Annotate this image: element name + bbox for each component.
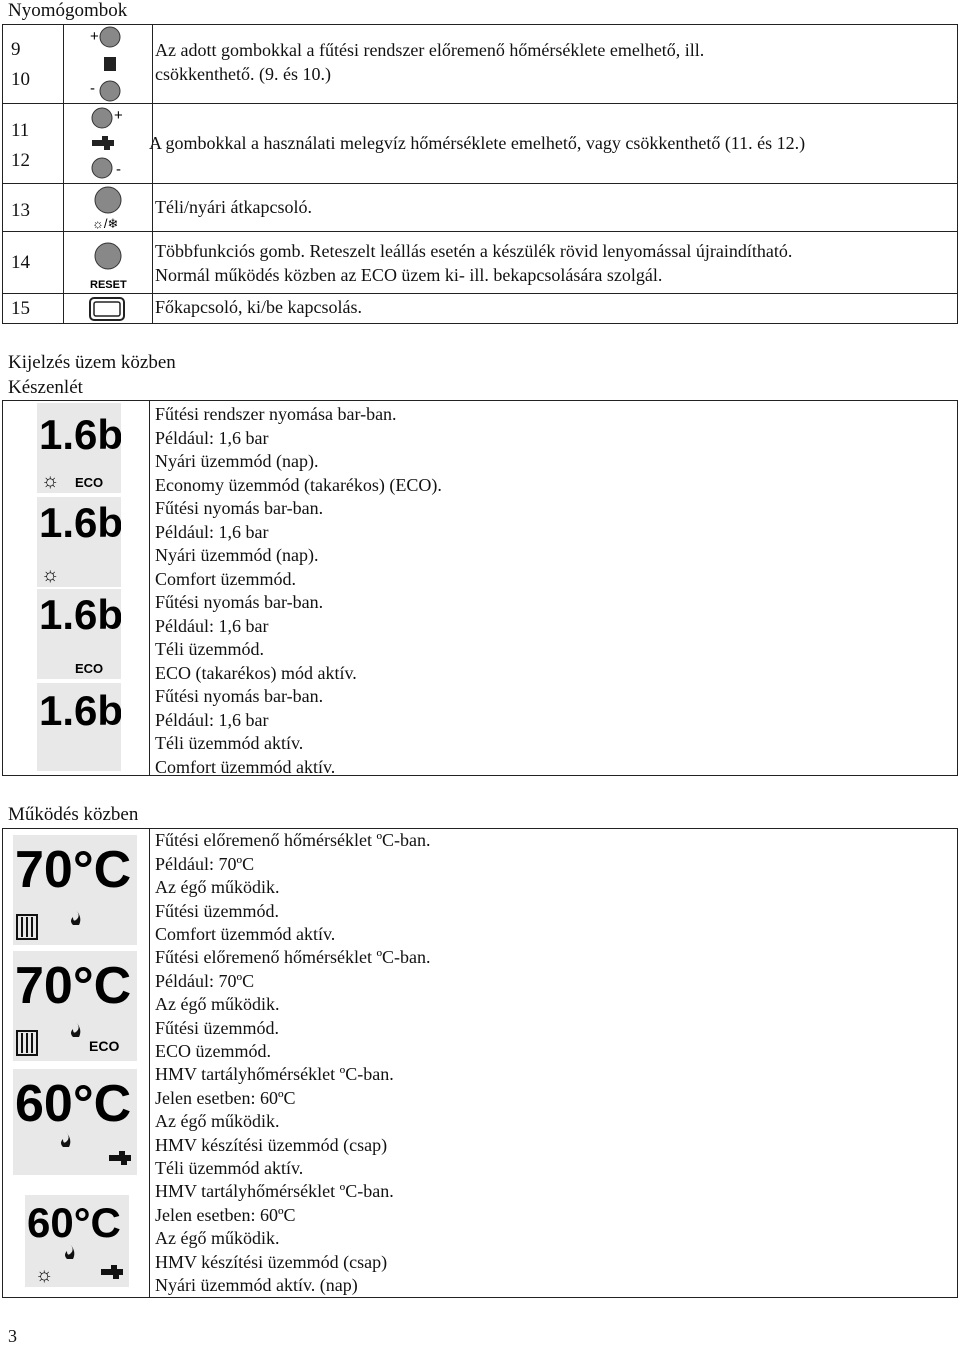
section-title-buttons: Nyomógombok — [8, 0, 128, 21]
svg-text:-: - — [116, 161, 121, 178]
sun-icon: ☼ — [41, 564, 60, 586]
row-description: A gombokkal a használati melegvíz hőmérséklete emelhető, vagy csökkenthető (11. és 12.) — [149, 133, 806, 153]
radiator-icon — [17, 915, 37, 939]
button-row-15 — [3, 293, 957, 324]
row-number: 15 — [11, 298, 30, 319]
standby-description: Fűtési nyomás bar-ban. Például: 1,6 bar Téli üzemmód. ECO (takarékos) mód aktív. — [155, 592, 357, 683]
svg-text:-: - — [90, 80, 95, 97]
flame-icon — [71, 1021, 80, 1037]
row-number: 9 10 — [11, 39, 30, 90]
lcd-digits: 1.6b — [39, 687, 121, 734]
row-number: 11 12 — [11, 120, 30, 171]
row-description: Téli/nyári átkapcsoló. — [155, 197, 312, 217]
tap-plus-minus-icon — [63, 104, 153, 184]
lcd-display — [37, 683, 121, 771]
lcd-display — [13, 835, 137, 945]
operation-description: Fűtési előremenő hőmérséklet ºC-ban. Például: 70ºC Az égő működik. Fűtési üzemmód. ECO üzemmód. — [155, 947, 431, 1061]
flame-icon — [71, 909, 80, 925]
button-row-13 — [3, 183, 957, 232]
standby-description: Fűtési nyomás bar-ban. Például: 1,6 bar Téli üzemmód aktív. Comfort üzemmód aktív. — [155, 686, 336, 777]
svg-text:☼/❄: ☼/❄ — [92, 216, 119, 231]
sun-snowflake-button-icon — [63, 184, 153, 232]
operation-description: HMV tartályhőmérséklet ºC-ban. Jelen esetben: 60ºC Az égő működik. HMV készítési üzemmód (csap) Téli üzemmód aktív. — [155, 1064, 394, 1178]
sun-icon: ☼ — [41, 470, 60, 492]
row-number: 13 — [11, 200, 30, 221]
operation-table — [2, 828, 958, 1298]
lcd-digits: 60°C — [27, 1199, 121, 1246]
radiator-plus-minus-icon — [63, 25, 153, 103]
button-row-14 — [3, 231, 957, 294]
eco-indicator: ECO — [75, 475, 104, 490]
standby-description: Fűtési rendszer nyomása bar-ban. Például: 1,6 bar Nyári üzemmód (nap). Economy üzemmód (takarékos) (ECO). — [155, 404, 442, 495]
main-switch-icon — [63, 294, 153, 324]
lcd-display — [13, 951, 137, 1061]
sun-icon: ☼ — [35, 1264, 54, 1286]
eco-indicator: ECO — [89, 1038, 120, 1054]
lcd-digits: 1.6b — [39, 591, 121, 638]
lcd-digits: 1.6b — [39, 499, 121, 546]
lcd-digits: 60°C — [15, 1075, 132, 1133]
operation-description: Fűtési előremenő hőmérséklet ºC-ban. Például: 70ºC Az égő működik. Fűtési üzemmód. Comfort üzemmód aktív. — [155, 830, 431, 944]
page-number: 3 — [8, 1326, 17, 1346]
svg-text:RESET: RESET — [90, 279, 127, 291]
lcd-digits: 70°C — [15, 957, 132, 1015]
row-description: Többfunkciós gomb. Reteszelt leállás esetén a készülék rövid lenyomással újraindítható. Normál működés közben az ECO üzem ki- ill. bekapcsolására szolgál. — [155, 241, 793, 285]
lcd-display — [37, 403, 121, 493]
button-row-11-12 — [3, 103, 957, 184]
tap-icon — [109, 1151, 131, 1165]
buttons-table — [2, 24, 958, 324]
section-title-display: Kijelzés üzem közben — [8, 352, 176, 373]
tap-icon — [101, 1265, 123, 1279]
section-title-standby: Készenlét — [8, 377, 83, 398]
button-row-9-10 — [3, 25, 957, 103]
section-title-operation: Működés közben — [8, 804, 139, 825]
lcd-display — [13, 1069, 137, 1175]
svg-text:+: + — [90, 28, 99, 45]
lcd-display — [37, 497, 121, 587]
eco-indicator: ECO — [75, 661, 104, 676]
row-description: Főkapcsoló, ki/be kapcsolás. — [155, 297, 362, 317]
lcd-digits: 70°C — [15, 841, 132, 899]
row-description: Az adott gombokkal a fűtési rendszer előremenő hőmérséklete emelhető, ill. csökkenthető. (9. és 10.) — [155, 40, 705, 84]
radiator-icon — [17, 1031, 37, 1055]
lcd-display — [25, 1195, 129, 1287]
row-number: 14 — [11, 252, 30, 273]
lcd-display — [37, 589, 121, 679]
standby-table — [2, 400, 958, 776]
reset-button-icon — [63, 232, 153, 294]
flame-icon — [61, 1131, 70, 1147]
lcd-digits: 1.6b — [39, 411, 121, 458]
standby-description: Fűtési nyomás bar-ban. Például: 1,6 bar Nyári üzemmód (nap). Comfort üzemmód. — [155, 498, 324, 589]
operation-description: HMV tartályhőmérséklet ºC-ban. Jelen esetben: 60ºC Az égő működik. HMV készítési üzemmód (csap) Nyári üzemmód aktív. (nap) — [155, 1181, 394, 1295]
svg-text:+: + — [114, 107, 123, 124]
